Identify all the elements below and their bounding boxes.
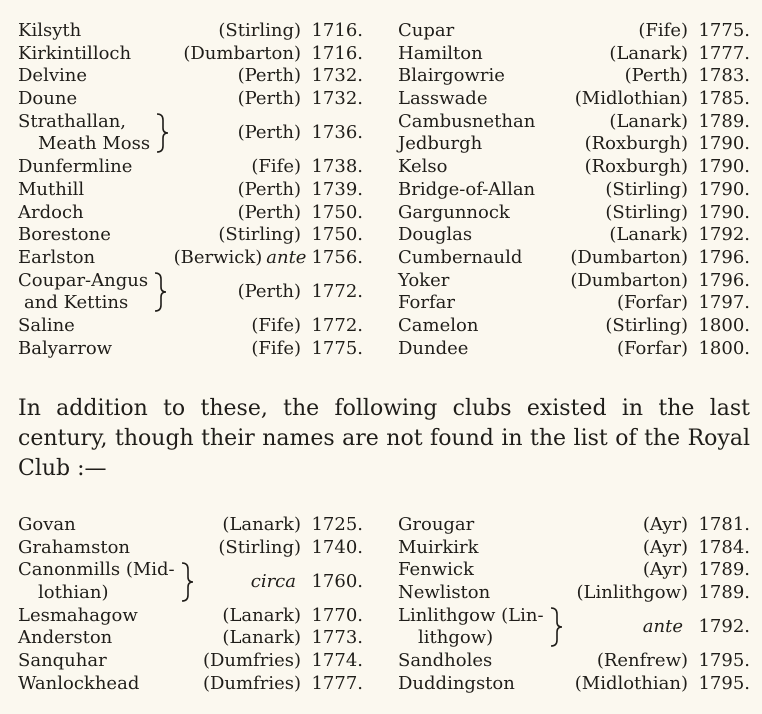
- right-brace-icon: [548, 606, 564, 648]
- club-county: (Perth): [624, 65, 688, 87]
- club-year: 1740.: [311, 536, 363, 558]
- club-county: (Stirling): [218, 20, 301, 41]
- club-name-line-2: Meath Moss: [38, 133, 151, 155]
- club-year: 1732.: [311, 88, 363, 110]
- club-year: 1790.: [698, 133, 750, 155]
- club-name: Fenwick: [398, 559, 474, 581]
- list-item: [18, 514, 363, 537]
- club-year: 1770.: [311, 604, 363, 626]
- club-county: (Perth): [237, 88, 301, 110]
- club-county: (Midlothian): [574, 672, 688, 694]
- list-item: [398, 111, 750, 134]
- club-name: Muirkirk: [398, 536, 479, 558]
- list-item: [398, 514, 750, 537]
- list-item: [18, 650, 363, 673]
- club-year: 1774.: [311, 650, 363, 672]
- list-item-bracketed: [18, 111, 363, 156]
- club-name: Govan: [18, 514, 76, 535]
- club-name-group: [398, 605, 544, 650]
- right-brace-icon: [154, 112, 170, 154]
- list-item: [398, 582, 750, 605]
- club-year: 1750.: [311, 201, 363, 223]
- club-year: 1739.: [311, 178, 363, 200]
- club-year: 1772.: [311, 280, 363, 302]
- club-year: 1777.: [311, 672, 363, 694]
- club-county: (Lanark): [609, 224, 688, 246]
- club-name: Kirkintilloch: [18, 42, 132, 64]
- club-year: 1760.: [311, 570, 363, 592]
- club-year: 1789.: [698, 559, 750, 581]
- club-name: Kilsyth: [18, 20, 82, 41]
- club-year: 1789.: [698, 582, 750, 604]
- list-item: [398, 673, 750, 696]
- club-county: (Forfar): [617, 337, 688, 359]
- club-county: (Lanark): [222, 604, 301, 626]
- list-item: [18, 43, 363, 66]
- club-county: (Stirling): [605, 314, 688, 336]
- club-county: (Perth): [237, 65, 301, 87]
- club-name-line-1: Strathallan,: [18, 110, 127, 132]
- date-qualifier: ante: [642, 616, 683, 638]
- club-name: Ardoch: [18, 201, 84, 223]
- list-item: [398, 224, 750, 247]
- club-name: Lesmahagow: [18, 604, 138, 626]
- club-year: 1790.: [698, 201, 750, 223]
- club-county: (Fife): [251, 314, 301, 336]
- right-brace-icon: [152, 271, 168, 313]
- club-name: Cumbernauld: [398, 246, 523, 268]
- club-year: 1796.: [698, 246, 750, 268]
- club-year: 1716.: [311, 42, 363, 64]
- club-name: Cambusnethan: [398, 110, 536, 132]
- club-name: Sandholes: [398, 650, 493, 672]
- club-county: (Roxburgh): [584, 133, 688, 155]
- club-name: Gargunnock: [398, 201, 510, 223]
- club-county: (Fife): [251, 337, 301, 359]
- list-item: [398, 270, 750, 293]
- club-name: Duddingston: [398, 672, 515, 694]
- club-year: 1775.: [311, 337, 363, 359]
- club-county: (Fife): [638, 20, 688, 41]
- club-name-line-2: lothian): [38, 582, 109, 604]
- club-name: Lasswade: [398, 88, 488, 110]
- list-item: [398, 202, 750, 225]
- list-item: [18, 315, 363, 338]
- club-year: 1777.: [698, 42, 750, 64]
- club-year: 1784.: [698, 536, 750, 558]
- list-item: [398, 65, 750, 88]
- club-year: 1792.: [698, 616, 750, 638]
- club-list-top-right: [398, 20, 750, 360]
- list-item: [18, 88, 363, 111]
- club-county: (Ayr): [642, 536, 688, 558]
- club-year: 1790.: [698, 178, 750, 200]
- club-name: Grahamston: [18, 536, 131, 558]
- club-name: Newliston: [398, 582, 491, 604]
- club-year: 1781.: [698, 514, 750, 535]
- list-item: [18, 20, 363, 43]
- club-county: (Dumbarton): [183, 42, 301, 64]
- club-name: Saline: [18, 314, 75, 336]
- club-county: (Stirling): [218, 224, 301, 246]
- club-county: (Stirling): [605, 201, 688, 223]
- club-name: Earlston: [18, 246, 96, 268]
- list-item: [398, 88, 750, 111]
- list-item: [398, 537, 750, 560]
- club-county: (Dumbarton): [570, 246, 688, 268]
- list-item: [398, 315, 750, 338]
- club-county: (Renfrew): [596, 650, 688, 672]
- club-name: Sanquhar: [18, 650, 107, 672]
- club-name-line-1: Canonmills (Mid-: [18, 559, 175, 581]
- club-year: 1800.: [698, 314, 750, 336]
- club-name: Camelon: [398, 314, 479, 336]
- club-name: Kelso: [398, 156, 448, 178]
- club-name-group: [18, 559, 175, 604]
- club-name: Borestone: [18, 224, 111, 246]
- club-list-bottom-right: [398, 514, 750, 696]
- club-name: Yoker: [398, 269, 450, 291]
- club-county: (Fife): [251, 156, 301, 178]
- club-county: (Perth): [237, 122, 301, 144]
- club-name: Cupar: [398, 20, 455, 41]
- club-county: (Dumfries): [202, 650, 301, 672]
- date-qualifier: circa: [250, 570, 296, 592]
- list-item: [18, 156, 363, 179]
- club-year: 1732.: [311, 65, 363, 87]
- club-name-group: [18, 270, 148, 315]
- club-county: (Lanark): [609, 110, 688, 132]
- list-item: [398, 650, 750, 673]
- club-year: 1775.: [698, 20, 750, 41]
- list-item: [18, 605, 363, 628]
- club-county: (Stirling): [218, 536, 301, 558]
- club-name: Doune: [18, 88, 78, 110]
- date-qualifier: ante: [266, 246, 307, 268]
- list-item: [398, 559, 750, 582]
- list-item: [18, 673, 363, 696]
- club-county: (Lanark): [222, 514, 301, 535]
- list-item-bracketed: [398, 605, 750, 650]
- club-year: 1738.: [311, 156, 363, 178]
- list-item: [398, 292, 750, 315]
- club-year: 1773.: [311, 627, 363, 649]
- club-name: Blairgowrie: [398, 65, 505, 87]
- list-item: [398, 43, 750, 66]
- club-year: 1756.: [311, 246, 363, 268]
- club-name: Hamilton: [398, 42, 483, 64]
- club-county: (Linlithgow): [576, 582, 688, 604]
- club-year: 1796.: [698, 269, 750, 291]
- club-list-bottom-left: [18, 514, 363, 696]
- club-name: Dunfermline: [18, 156, 133, 178]
- club-name: Anderston: [18, 627, 113, 649]
- club-name: Bridge-of-Allan: [398, 178, 536, 200]
- body-paragraph: In addition to these, the following clubs existed in the last century, though their names are not found in the list of the Royal Club :—: [18, 396, 750, 481]
- club-county: (Ayr): [642, 559, 688, 581]
- club-county: (Roxburgh): [584, 156, 688, 178]
- club-year: 1789.: [698, 110, 750, 132]
- club-list-top-left: [18, 20, 363, 360]
- club-year: 1750.: [311, 224, 363, 246]
- club-name-group: [18, 111, 150, 156]
- list-item: [18, 65, 363, 88]
- club-county: (Forfar): [617, 292, 688, 314]
- club-year: 1792.: [698, 224, 750, 246]
- club-county: (Perth): [237, 178, 301, 200]
- club-year: 1795.: [698, 672, 750, 694]
- club-county: (Perth): [237, 201, 301, 223]
- club-name: Grougar: [398, 514, 475, 535]
- list-item-bracketed: [18, 559, 363, 604]
- club-county: (Ayr): [642, 514, 688, 535]
- list-item: [398, 156, 750, 179]
- club-year: 1725.: [311, 514, 363, 535]
- club-name: Muthill: [18, 178, 85, 200]
- list-item: [398, 247, 750, 270]
- club-year: 1716.: [311, 20, 363, 41]
- club-year: 1790.: [698, 156, 750, 178]
- club-year: 1783.: [698, 65, 750, 87]
- list-item-bracketed: [18, 270, 363, 315]
- list-item: [398, 20, 750, 43]
- club-name-line-1: Coupar-Angus: [18, 269, 149, 291]
- club-name: Delvine: [18, 65, 88, 87]
- list-item: [398, 338, 750, 361]
- club-year: 1795.: [698, 650, 750, 672]
- list-item: [18, 179, 363, 202]
- club-county: (Lanark): [609, 42, 688, 64]
- club-year: 1797.: [698, 292, 750, 314]
- club-name: Dundee: [398, 337, 469, 359]
- club-name: Balyarrow: [18, 337, 113, 359]
- club-year: 1785.: [698, 88, 750, 110]
- list-item: [18, 537, 363, 560]
- club-county: (Stirling): [605, 178, 688, 200]
- list-item: [18, 224, 363, 247]
- club-name: Douglas: [398, 224, 473, 246]
- club-year: 1800.: [698, 337, 750, 359]
- club-county: (Lanark): [222, 627, 301, 649]
- club-name-line-2: and Kettins: [24, 292, 129, 314]
- right-brace-icon: [179, 561, 195, 603]
- club-year: 1736.: [311, 122, 363, 144]
- club-county: (Berwick): [173, 246, 263, 268]
- club-name-line-1: Linlithgow (Lin-: [398, 604, 544, 626]
- club-name: Jedburgh: [398, 133, 483, 155]
- list-item: [398, 179, 750, 202]
- club-county: (Midlothian): [574, 88, 688, 110]
- club-name-line-2: lithgow): [418, 627, 494, 649]
- club-county: (Dumbarton): [570, 269, 688, 291]
- list-item: [18, 247, 363, 270]
- list-item: [18, 202, 363, 225]
- list-item: [18, 627, 363, 650]
- club-name: Wanlockhead: [18, 672, 140, 694]
- list-item: [398, 133, 750, 156]
- list-item: [18, 338, 363, 361]
- club-year: 1772.: [311, 314, 363, 336]
- club-name: Forfar: [398, 292, 455, 314]
- club-county: (Perth): [237, 280, 301, 302]
- club-county: (Dumfries): [202, 672, 301, 694]
